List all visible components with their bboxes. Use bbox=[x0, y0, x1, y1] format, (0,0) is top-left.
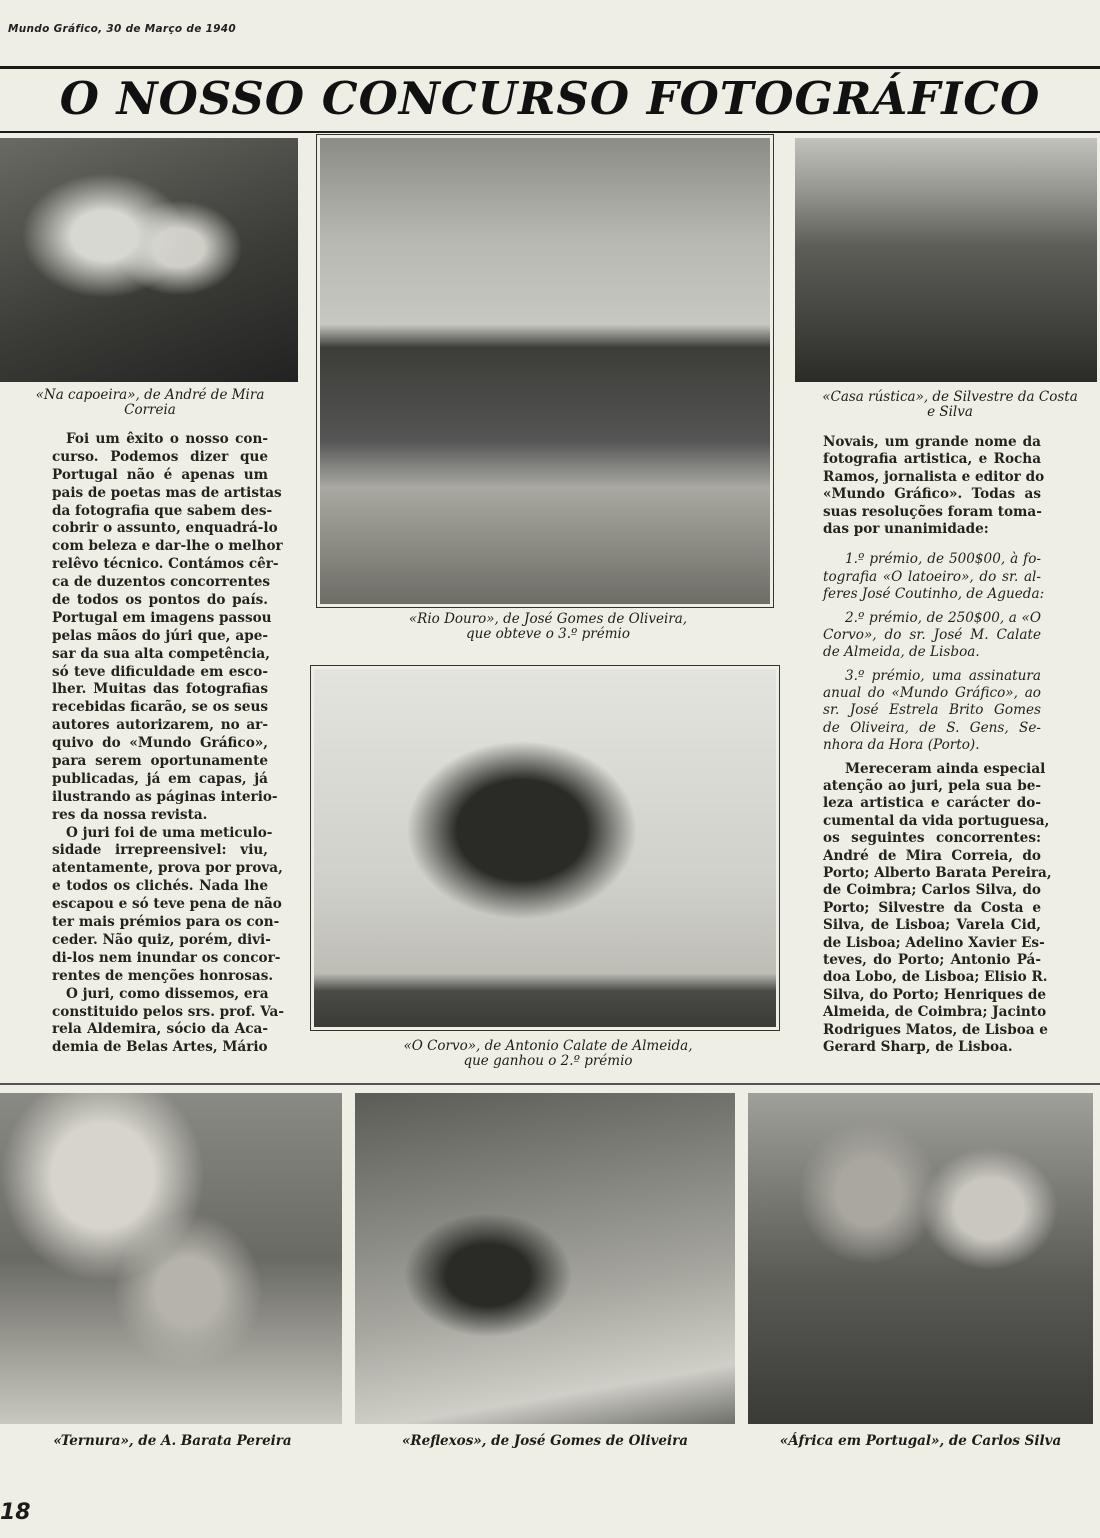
text-line: Porto; Silvestre da Costa e bbox=[823, 899, 1041, 916]
caption-line: «Na capoeira», de André de Mira bbox=[35, 387, 265, 403]
text-line: feres José Coutinho, de Agueda: bbox=[823, 586, 1045, 603]
text-line: Novais, um grande nome da bbox=[823, 434, 1041, 450]
title-rule-top bbox=[0, 66, 1100, 69]
text-line: de Almeida, de Lisboa. bbox=[823, 644, 980, 661]
text-line: cobrir o assunto, enquadrá-lo bbox=[52, 520, 278, 537]
text-line: O juri, como dissemos, era bbox=[66, 985, 269, 1002]
text-line: atenção ao juri, pela sua be- bbox=[823, 778, 1041, 795]
photo-africa-em-portugal bbox=[748, 1093, 1093, 1424]
text-line: Silva, de Lisboa; Varela Cid, bbox=[823, 917, 1041, 934]
text-line: res da nossa revista. bbox=[52, 806, 208, 823]
page-number: 18 bbox=[0, 1500, 31, 1525]
text-line: leza artistica e carácter do- bbox=[823, 795, 1041, 812]
caption-line: «O Corvo», de Antonio Calate de Almeida, bbox=[403, 1038, 693, 1054]
text-line: com beleza e dar-lhe o melhor bbox=[52, 538, 283, 555]
text-line: quivo do «Mundo Gráfico», bbox=[52, 735, 268, 752]
text-line: ceder. Não quiz, porém, divi- bbox=[52, 931, 271, 948]
text-line: só teve dificuldade em esco- bbox=[52, 663, 268, 680]
photo-o-corvo bbox=[310, 665, 780, 1031]
text-line: Portugal não é apenas um bbox=[52, 466, 268, 483]
page-title: O NOSSO CONCURSO FOTOGRÁFICO bbox=[59, 72, 1041, 125]
text-line: recebidas ficarão, se os seus bbox=[52, 699, 268, 716]
caption-ternura: «Ternura», de A. Barata Pereira bbox=[53, 1433, 292, 1449]
text-line: autores autorizarem, no ar- bbox=[52, 717, 268, 734]
photo-casa-rustica bbox=[795, 138, 1097, 382]
text-line: 1.º prémio, de 500$00, à fo- bbox=[845, 551, 1041, 568]
caption-o-corvo bbox=[310, 1039, 786, 1069]
caption-line: que obteve o 3.º prémio bbox=[466, 626, 630, 642]
text-line: pais de poetas mas de artistas bbox=[52, 484, 282, 501]
photo-rio-douro bbox=[316, 134, 774, 608]
photo-na-capoeira bbox=[0, 138, 298, 382]
caption-line: e Silva bbox=[927, 404, 973, 420]
caption-africa-em-portugal: «África em Portugal», de Carlos Silva bbox=[779, 1433, 1062, 1449]
text-line: Rodrigues Matos, de Lisboa e bbox=[823, 1021, 1048, 1038]
text-line: nhora da Hora (Porto). bbox=[823, 737, 980, 754]
text-line: de Lisboa; Adelino Xavier Es- bbox=[823, 934, 1045, 951]
paragraph-prize1 bbox=[823, 551, 1045, 603]
caption-line: Correia bbox=[124, 402, 176, 418]
text-line: curso. Podemos dizer que bbox=[52, 448, 268, 465]
title-rule-bottom bbox=[0, 131, 1100, 133]
caption-line: que ganhou o 2.º prémio bbox=[463, 1053, 633, 1069]
text-line: André de Mira Correia, do bbox=[823, 847, 1041, 864]
text-line: Porto; Alberto Barata Pereira, bbox=[823, 864, 1052, 881]
text-line: atentamente, prova por prova, bbox=[52, 860, 283, 877]
text-line: Portugal em imagens passou bbox=[52, 609, 272, 626]
paragraph-prize2 bbox=[823, 610, 1041, 662]
text-line: rela Aldemira, sócio da Aca- bbox=[52, 1021, 268, 1038]
caption-na-capoeira bbox=[0, 388, 300, 418]
text-line: de Coimbra; Carlos Silva, do bbox=[823, 882, 1041, 899]
text-line: publicadas, já em capas, já bbox=[52, 770, 268, 787]
text-line: ca de duzentos concorrentes bbox=[52, 574, 271, 591]
text-line: Almeida, de Coimbra; Jacinto bbox=[823, 1004, 1047, 1021]
text-line: lher. Muitas das fotografias bbox=[52, 681, 268, 698]
text-line: para serem oportunamente bbox=[52, 753, 268, 770]
paragraph-mentions bbox=[823, 760, 1052, 1057]
text-line: das por unanimidade: bbox=[823, 520, 989, 537]
text-line: rentes de menções honrosas. bbox=[52, 967, 274, 984]
running-head: Mundo Gráfico, 30 de Março de 1940 bbox=[8, 23, 236, 35]
text-line: O juri foi de uma meticulo- bbox=[66, 824, 273, 841]
text-line: demia de Belas Artes, Mário bbox=[52, 1039, 268, 1056]
text-line: relêvo técnico. Contámos cêr- bbox=[52, 556, 279, 573]
text-line: escapou e só teve pena de não bbox=[52, 896, 282, 913]
text-line: sr. José Estrela Brito Gomes bbox=[823, 702, 1041, 719]
text-line: di-los nem inundar os concor- bbox=[52, 949, 281, 966]
photo-ternura bbox=[0, 1093, 342, 1424]
text-line: ter mais prémios para os con- bbox=[52, 914, 280, 931]
text-line: da fotografia que sabem des- bbox=[52, 502, 273, 519]
text-line: fotografia artistica, e Rocha bbox=[823, 451, 1041, 468]
text-line: Corvo», do sr. José M. Calate bbox=[823, 626, 1041, 643]
caption-rio-douro bbox=[320, 612, 776, 642]
text-line: Ramos, jornalista e editor do bbox=[823, 468, 1045, 485]
text-line: sidade irrepreensivel: viu, bbox=[52, 842, 268, 859]
text-line: anual do «Mundo Gráfico», ao bbox=[823, 685, 1041, 702]
text-line: pelas mãos do júri que, ape- bbox=[52, 627, 268, 644]
text-line: de todos os pontos do país. bbox=[52, 592, 268, 609]
text-line: de Oliveira, de S. Gens, Se- bbox=[823, 719, 1041, 736]
text-line: Foi um êxito o nosso con- bbox=[66, 431, 268, 447]
article-column-left bbox=[52, 431, 284, 1057]
text-line: tografia «O latoeiro», do sr. al- bbox=[823, 568, 1041, 585]
text-line: sar da sua alta competência, bbox=[52, 645, 270, 662]
caption-reflexos: «Reflexos», de José Gomes de Oliveira bbox=[401, 1433, 689, 1449]
text-line: 3.º prémio, uma assinatura bbox=[845, 667, 1041, 684]
text-line: Mereceram ainda especial bbox=[845, 760, 1046, 777]
caption-line: «Rio Douro», de José Gomes de Oliveira, bbox=[408, 611, 688, 627]
text-line: Silva, do Porto; Henriques de bbox=[823, 986, 1047, 1003]
text-line: ilustrando as páginas interio- bbox=[52, 788, 278, 805]
photo-reflexos bbox=[355, 1093, 735, 1424]
paragraph-intro bbox=[823, 434, 1045, 538]
text-line: «Mundo Gráfico». Todas as bbox=[823, 486, 1041, 503]
text-line: Gerard Sharp, de Lisboa. bbox=[823, 1038, 1013, 1055]
caption-line: «Casa rústica», de Silvestre da Costa bbox=[822, 389, 1078, 405]
text-line: cumental da vida portuguesa, bbox=[823, 812, 1050, 829]
text-line: suas resoluções foram toma- bbox=[823, 503, 1042, 520]
text-line: 2.º prémio, de 250$00, a «O bbox=[845, 609, 1041, 626]
paragraph-prize3 bbox=[823, 668, 1041, 755]
text-line: teves, do Porto; Antonio Pá- bbox=[823, 951, 1041, 968]
section-divider bbox=[0, 1083, 1100, 1085]
text-line: os seguintes concorrentes: bbox=[823, 830, 1041, 847]
text-line: doa Lobo, de Lisboa; Elisio R. bbox=[823, 969, 1048, 986]
article-column-right bbox=[823, 434, 1052, 1056]
text-line: constituido pelos srs. prof. Va- bbox=[52, 1003, 284, 1020]
caption-casa-rustica bbox=[800, 390, 1100, 420]
text-line: e todos os clichés. Nada lhe bbox=[52, 878, 268, 895]
